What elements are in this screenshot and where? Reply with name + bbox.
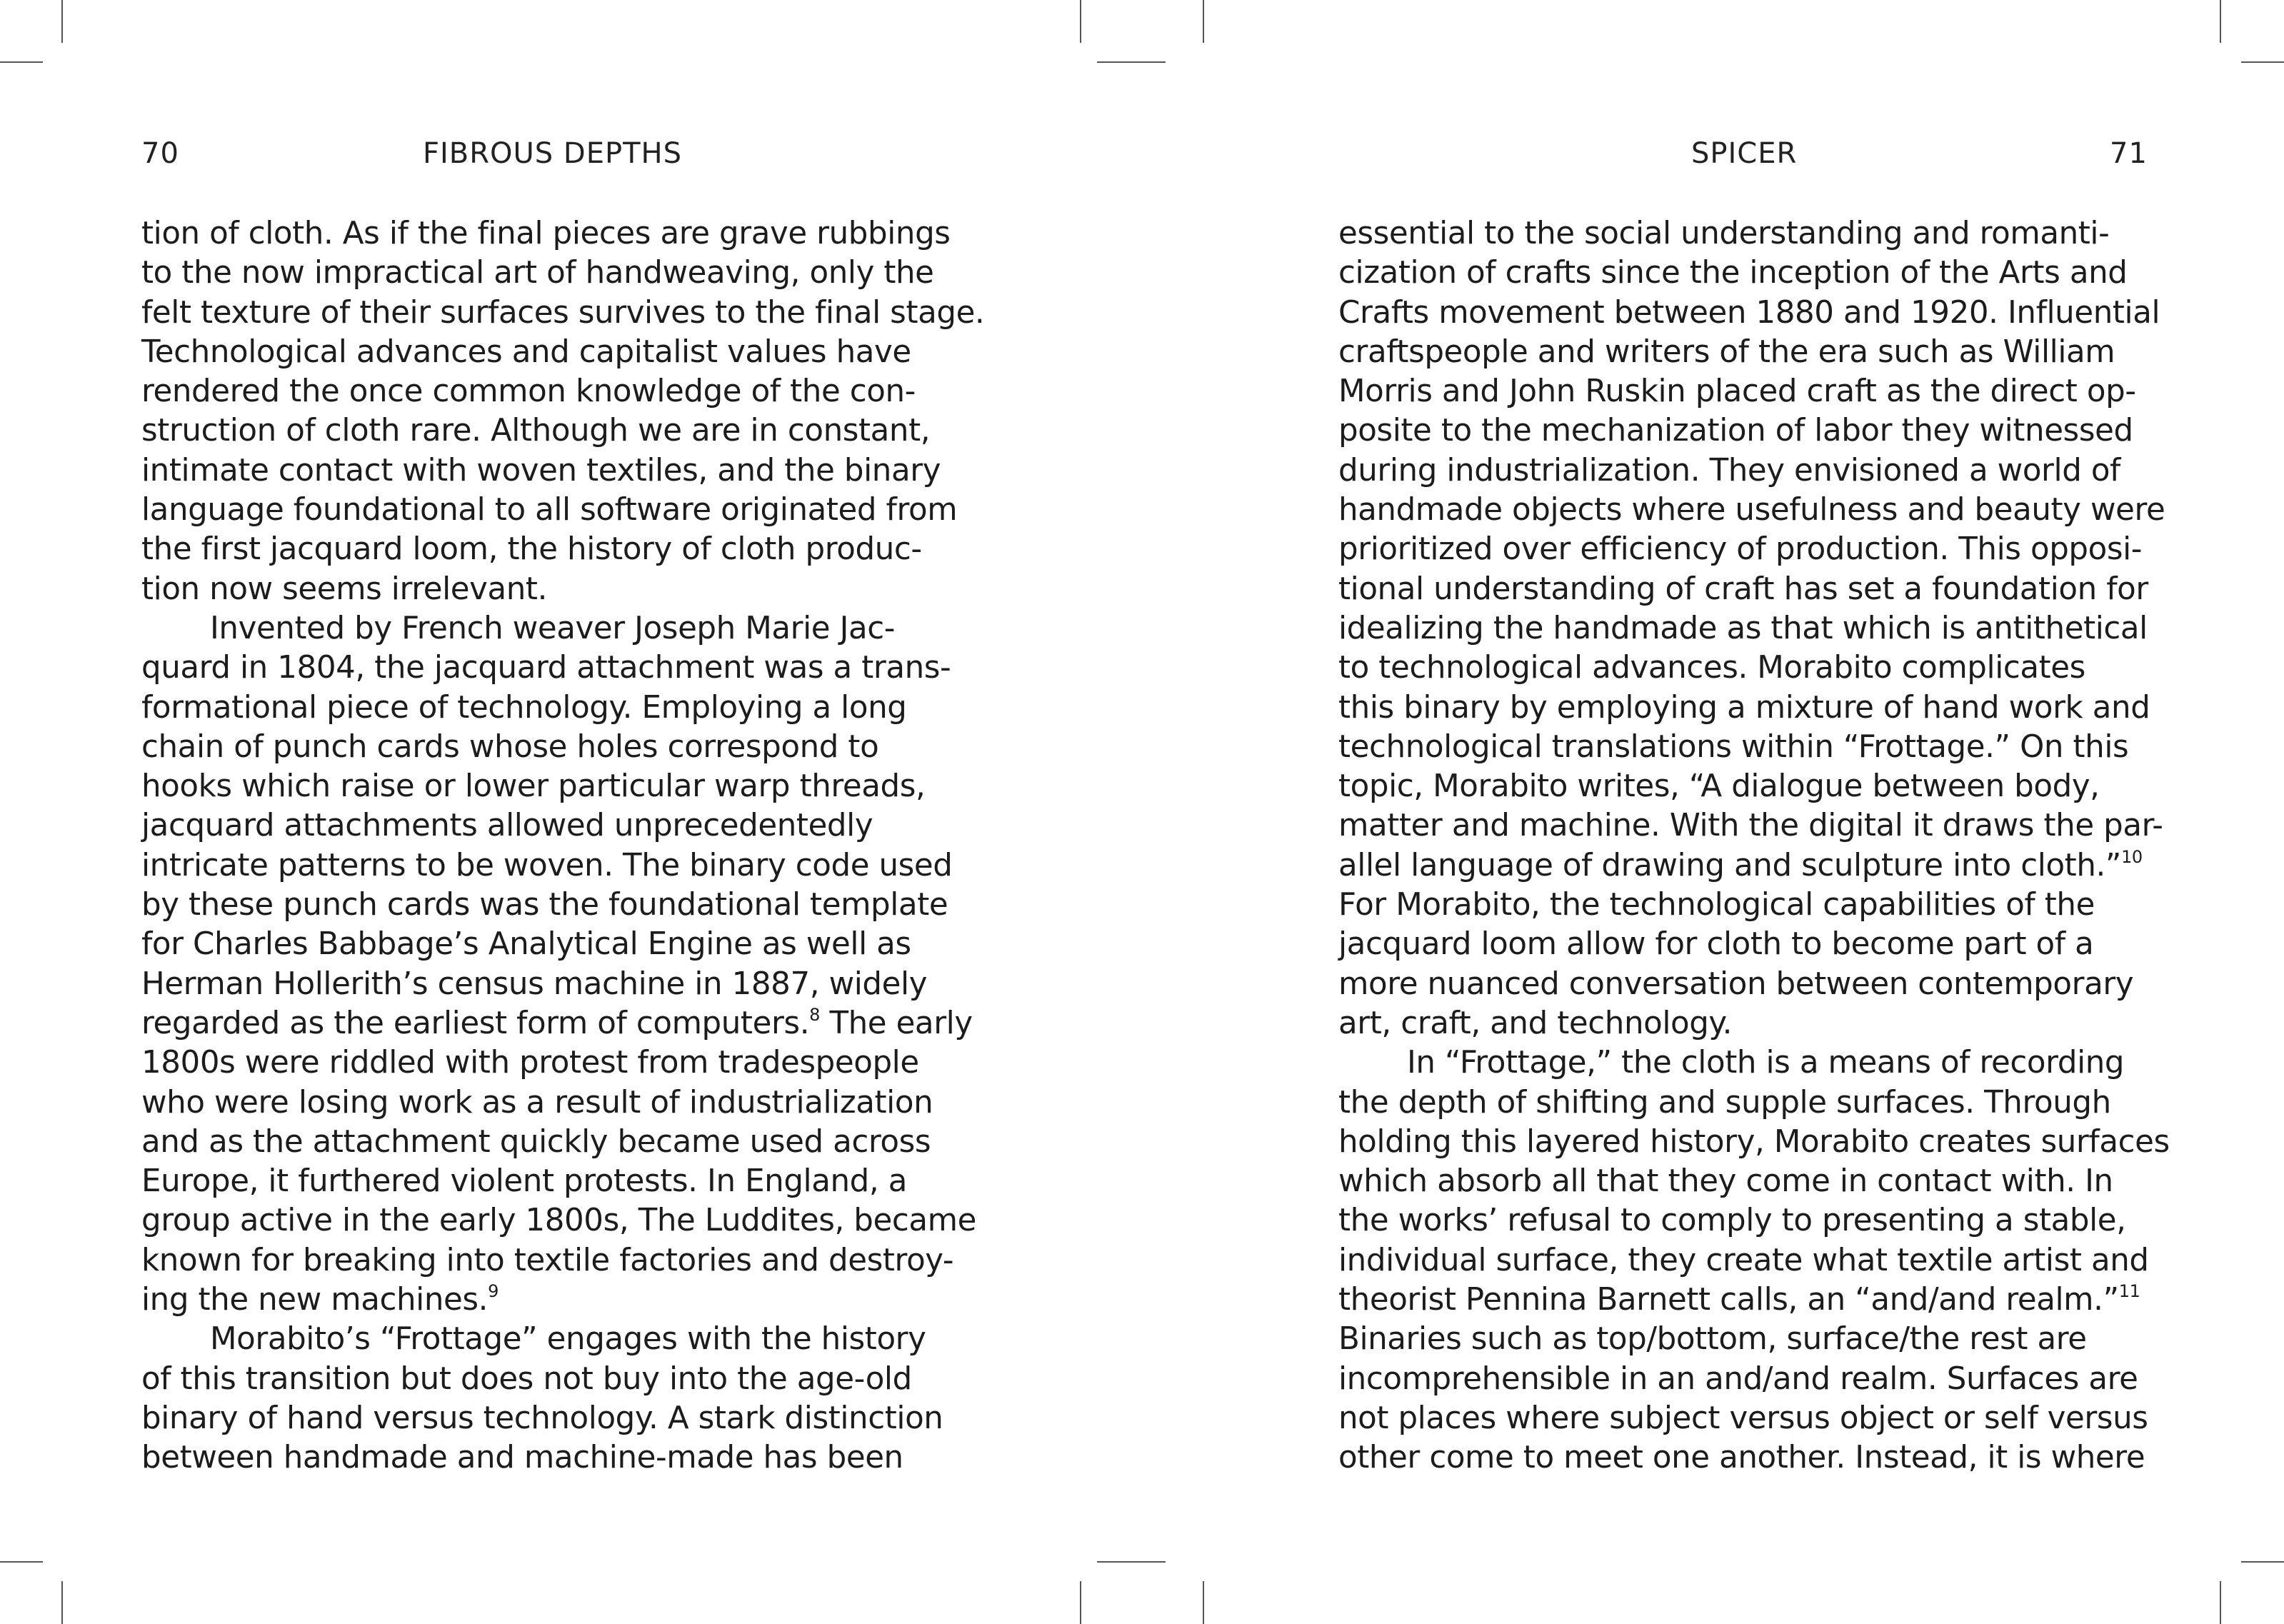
text-line [1338,925,2167,964]
crop-mark [2241,1561,2284,1563]
text-line [1338,767,2167,806]
text-line [1338,530,2167,569]
crop-mark [1097,61,1166,63]
footnote-reference: 8 [809,1004,821,1025]
text-line [1338,1241,2167,1280]
text-line [1338,372,2167,411]
right-page-body [1338,214,2170,1478]
text-line [1338,648,2167,688]
text-line [141,1399,970,1438]
text-line-content: hooks which raise or lower particular warp threads, [141,768,926,805]
text-line-content: jacquard attachments allowed unprecedentedly [141,808,873,844]
text-line [141,925,970,964]
text-line-continuation: The early [820,1005,973,1041]
text-line-content: not places where subject versus object or self versus [1338,1400,2148,1436]
footnote-reference: 10 [2121,846,2143,867]
text-line-content: Invented by French weaver Joseph Marie Jac- [210,610,896,646]
crop-mark [2220,1581,2221,1624]
text-line [141,1438,970,1478]
text-line-content: prioritized over efficiency of production. This opposi- [1338,531,2143,568]
text-line-content: known for breaking into textile factories and destroy- [141,1242,954,1278]
text-line-content: group active in the early 1800s, The Luddites, became [141,1203,976,1239]
text-line [141,214,970,254]
text-line [141,1360,970,1399]
text-line-content: holding this layered history, Morabito creates surfaces [1338,1123,2170,1160]
text-line [1338,1399,2167,1438]
text-line-content: quard in 1804, the jacquard attachment was a trans- [141,650,951,686]
text-line [141,965,970,1004]
left-running-head: FIBROUS DEPTHS [423,137,683,170]
text-line-content: theorist Pennina Barnett calls, an “and/and realm.” [1338,1282,2119,1318]
text-line-content: Europe, it furthered violent protests. In England, a [141,1163,907,1200]
text-line-content: other come to meet one another. Instead, it is where [1338,1440,2145,1476]
text-line-content: incomprehensible in an and/and realm. Surfaces are [1338,1360,2138,1397]
text-line [1338,965,2167,1004]
text-line [1338,1162,2167,1201]
text-line-content: formational piece of technology. Employing a long [141,689,907,726]
left-page-number: 70 [141,137,179,170]
text-line [1338,570,2167,609]
text-line [1338,728,2167,767]
text-line [1338,846,2167,886]
crop-mark [61,1581,63,1624]
text-line [1338,609,2167,648]
text-line-content: tional understanding of craft has set a foundation for [1338,571,2148,607]
text-line [141,1162,970,1201]
text-line-content: craftspeople and writers of the era such as William [1338,334,2115,370]
text-line-content: For Morabito, the technological capabilities of the [1338,887,2095,923]
text-line [1338,688,2167,728]
text-line-content: of this transition but does not buy into the age-old [141,1360,912,1397]
text-line [141,1280,970,1320]
footnote-reference: 9 [488,1281,499,1302]
text-line-content: Binaries such as top/bottom, surface/the rest are [1338,1321,2087,1358]
text-line-content: handmade objects where usefulness and beauty were [1338,492,2165,528]
footnote-reference: 11 [2118,1281,2140,1302]
text-line-content: jacquard loom allow for cloth to become part of a [1338,926,2094,963]
text-line-content: who were losing work as a result of industrialization [141,1084,933,1121]
text-line [141,886,970,925]
crop-mark [0,61,43,63]
text-line [141,648,970,688]
text-line [141,688,970,728]
text-line [1338,1201,2167,1240]
right-running-head: SPICER [1691,137,1798,170]
text-line-content: individual surface, they create what textile artist and [1338,1242,2149,1278]
text-line [141,1123,970,1162]
text-line-content: and as the attachment quickly became used across [141,1123,931,1160]
text-line [141,570,970,609]
text-line [141,294,985,333]
text-line [1338,1004,2167,1043]
text-line [1338,333,2167,372]
text-line [1338,214,2167,254]
text-line-content: regarded as the earliest form of computers. [141,1005,810,1041]
text-line-content: the first jacquard loom, the history of cloth produc- [141,531,922,568]
text-line-content: technological translations within “Frottage.” On this [1338,728,2129,765]
text-line [1338,254,2167,293]
text-line [141,411,970,451]
crop-mark [1203,0,1204,43]
text-line [141,1004,973,1043]
text-line-content: to technological advances. Morabito complicates [1338,650,2085,686]
text-line [141,372,970,411]
crop-mark [1080,1581,1081,1624]
crop-mark [2220,0,2221,43]
text-line [1338,806,2167,846]
text-line [1338,886,2167,925]
text-line [141,530,970,569]
text-line [1338,1438,2167,1478]
crop-mark [61,0,63,43]
text-line [141,1043,970,1083]
text-line-content: allel language of drawing and sculpture into cloth.” [1338,847,2122,883]
text-line [141,333,970,372]
right-page-number: 71 [2110,137,2148,170]
text-line-content: art, craft, and technology. [1338,1005,1733,1041]
text-line [141,806,970,846]
text-line-content: felt texture of their surfaces survives to the final stage. [141,294,985,331]
text-line-content: the depth of shifting and supple surfaces. Through [1338,1084,2111,1121]
text-line-content: ing the new machines. [141,1282,489,1318]
crop-mark [1097,1561,1166,1563]
text-line-content: to the now impractical art of handweaving, only the [141,255,934,291]
text-line-content: Technological advances and capitalist values have [141,334,911,370]
text-line-content: rendered the once common knowledge of the con- [141,374,916,410]
text-line [141,728,970,767]
text-line-content: tion of cloth. As if the final pieces are grave rubbings [141,216,951,251]
crop-mark [1080,0,1081,43]
text-line-content: more nuanced conversation between contemporary [1338,966,2134,1002]
text-line-content: matter and machine. With the digital it draws the par- [1338,808,2163,844]
text-line [141,1241,970,1280]
text-line-content: Morabito’s “Frottage” engages with the history [210,1321,926,1358]
text-line-content: intimate contact with woven textiles, and the binary [141,452,941,488]
text-line-content: essential to the social understanding and romanti- [1338,216,2110,251]
text-line-content: between handmade and machine-made has been [141,1440,903,1476]
left-page-body [141,214,985,1478]
text-line [141,1201,976,1240]
text-line-content: 1800s were riddled with protest from tradespeople [141,1045,919,1081]
text-line-content: struction of cloth rare. Although we are in constant, [141,413,931,449]
text-line-content: the works’ refusal to comply to presenting a stable, [1338,1203,2126,1239]
text-line-content: binary of hand versus technology. A stark distinction [141,1400,943,1436]
text-line [141,609,970,648]
text-line [1338,1123,2170,1162]
text-line-content: during industrialization. They envisioned a world of [1338,452,2120,488]
text-line-content: intricate patterns to be woven. The binary code used [141,847,953,883]
text-line [141,451,970,491]
text-line [141,846,970,886]
text-line [1338,491,2167,530]
text-line-content: this binary by employing a mixture of hand work and [1338,689,2150,726]
text-line-content: cization of crafts since the inception of the Arts and [1338,255,2128,291]
text-line-content: for Charles Babbage’s Analytical Engine as well as [141,926,911,963]
text-line-content: language foundational to all software originated from [141,492,958,528]
crop-mark [2241,61,2284,63]
text-line-content: chain of punch cards whose holes correspond to [141,728,879,765]
text-line [141,1083,970,1123]
text-line [141,491,970,530]
text-line-content: In “Frottage,” the cloth is a means of recording [1407,1045,2125,1081]
text-line-content: Morris and John Ruskin placed craft as the direct op- [1338,374,2136,410]
text-line [141,1320,970,1359]
crop-mark [0,1561,43,1563]
text-line [1338,1320,2167,1359]
text-line [1338,1083,2167,1123]
text-line [1338,451,2167,491]
text-line-content: by these punch cards was the foundational template [141,887,948,923]
text-line [1338,1280,2167,1320]
text-line-content: idealizing the handmade as that which is antithetical [1338,610,2148,646]
text-line-content: tion now seems irrelevant. [141,571,547,607]
text-line-content: Crafts movement between 1880 and 1920. Influential [1338,294,2160,331]
text-line [1338,1043,2167,1083]
text-line-content: Herman Hollerith’s census machine in 1887, widely [141,966,928,1002]
text-line [141,767,970,806]
text-line [1338,294,2167,333]
text-line [1338,411,2167,451]
text-line-content: posite to the mechanization of labor they witnessed [1338,413,2133,449]
text-line-content: topic, Morabito writes, “A dialogue between body, [1338,768,2100,805]
text-line-content: which absorb all that they come in contact with. In [1338,1163,2113,1200]
text-line [1338,1360,2167,1399]
text-line [141,254,970,293]
crop-mark [1203,1581,1204,1624]
